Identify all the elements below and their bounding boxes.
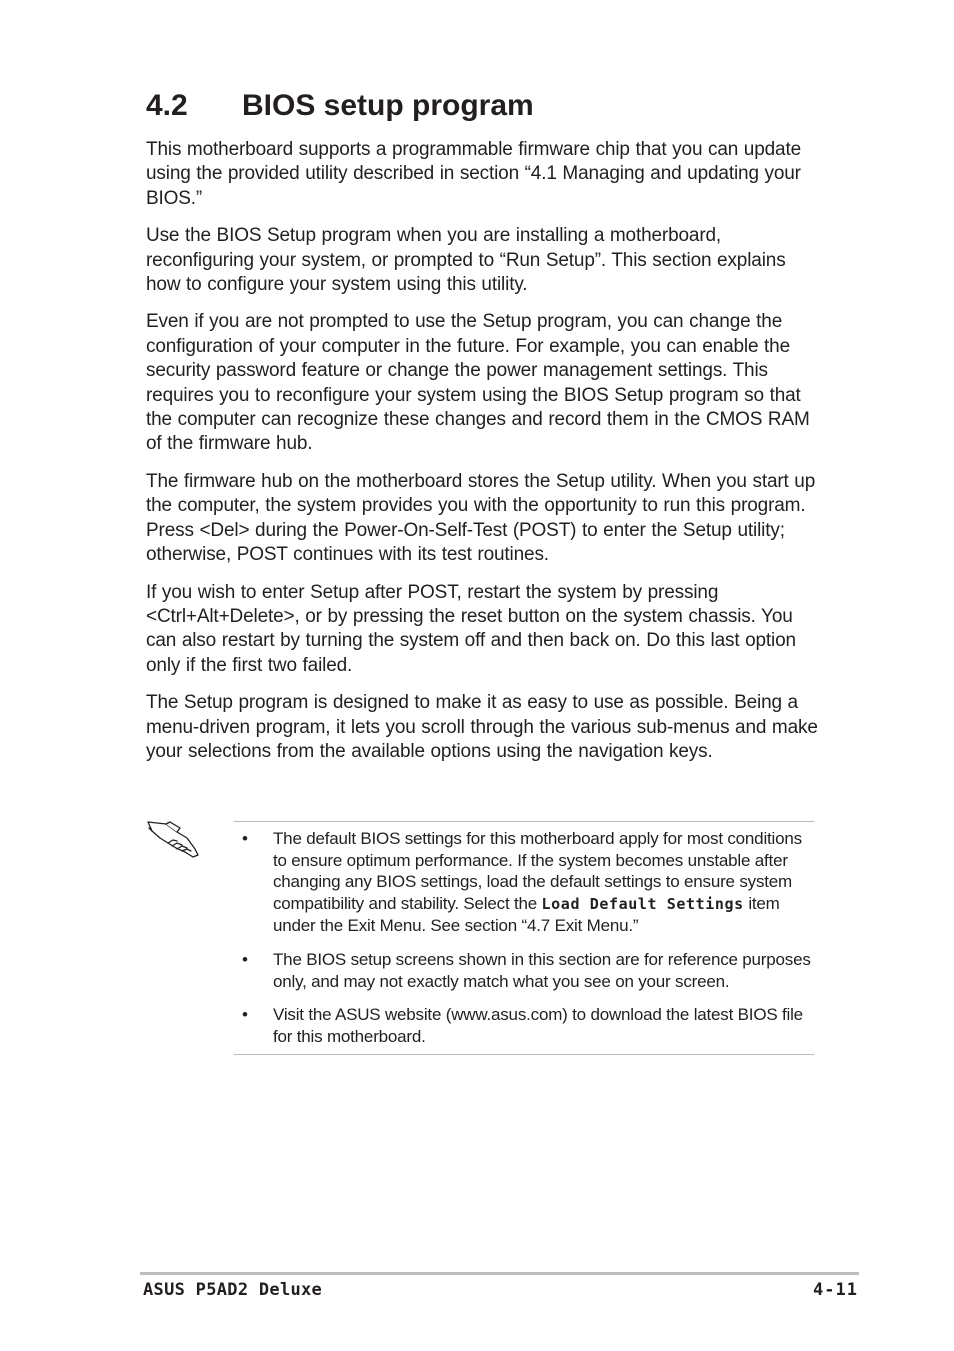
hand-note-icon [146, 816, 200, 860]
footer-page-number: 4-11 [813, 1280, 858, 1300]
body-text [146, 138, 818, 777]
section-title: BIOS setup program [242, 89, 534, 122]
paragraph: Even if you are not prompted to use the Setup program, you can change the configuration of your computer in the future. For example, you can enable the security password feature or change the power management settings. This requires you to reconfigure your system using the BIOS Setup program so that the computer can recognize these changes and record them in the CMOS RAM of the firmware hub. [146, 311, 810, 455]
bullet: • [242, 1005, 248, 1025]
footer-rule [140, 1272, 859, 1275]
paragraph: If you wish to enter Setup after POST, restart the system by pressing <Ctrl+Alt+Delete>, or by pressing the reset button on the system chassis. You can also restart by turning the system off and then back on. Do this last option only if the first two failed. [146, 581, 796, 676]
paragraph: This motherboard supports a programmable firmware chip that you can update using the provided utility described in section “4.1 Managing and updating your BIOS.” [146, 139, 802, 209]
note-item [234, 828, 814, 937]
note-box [234, 821, 814, 1055]
note-text: The BIOS setup screens shown in this section are for reference purposes only, and may not exactly match what you see on your screen. [273, 949, 811, 991]
note-text: Visit the ASUS website (www.asus.com) to download the latest BIOS file for this motherboard. [273, 1005, 803, 1046]
note-text: The default BIOS settings for this motherboard apply for most conditions to ensure optimum performance. If the system becomes unstable after changing any BIOS settings, load the default settings to ensure system compatibility and stability. Select the [273, 829, 802, 913]
section-heading [146, 86, 534, 126]
note-item [234, 1004, 814, 1047]
note-text: item under the Exit Menu. See section “4.7 Exit Menu.” [273, 893, 780, 936]
footer-product-name: ASUS P5AD2 Deluxe [143, 1280, 323, 1300]
bullet: • [242, 949, 248, 969]
paragraph: The Setup program is designed to make it as easy to use as possible. Being a menu-driven program, it lets you scroll through the various sub-menus and make your selections from the available options using the navigation keys. [146, 692, 818, 762]
paragraph: The firmware hub on the motherboard stores the Setup utility. When you start up the computer, the system provides you with the opportunity to run this program. Press <Del> during the Power-On-Self-Test (POST) to enter the Setup utility; otherwise, POST continues with its test routines. [146, 470, 816, 566]
bullet: • [242, 829, 248, 848]
paragraph: Use the BIOS Setup program when you are installing a motherboard, reconfiguring your system, or prompted to “Run Setup”. This section explains how to configure your system using this utility. [146, 225, 786, 296]
note-item [234, 949, 814, 992]
menu-item-reference: Load Default Settings [541, 894, 744, 913]
section-number: 4.2 [146, 89, 188, 122]
